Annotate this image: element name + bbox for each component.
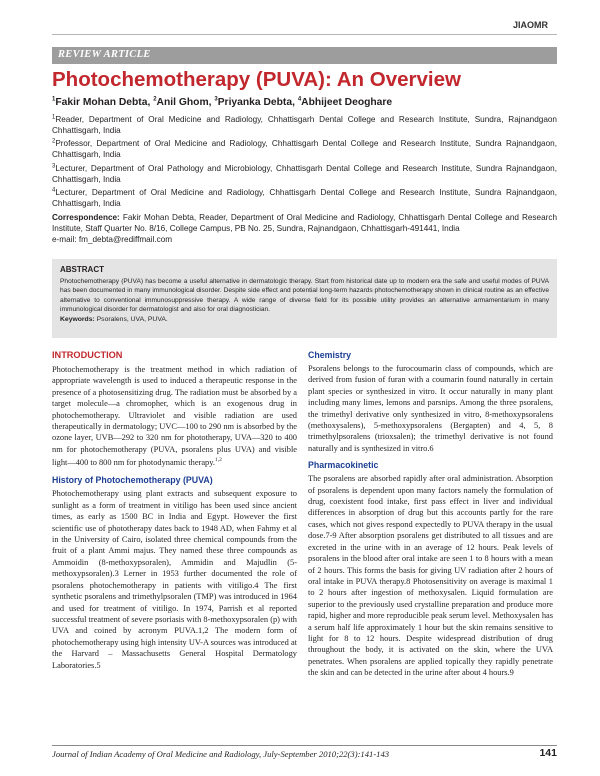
- section-label: REVIEW ARTICLE: [58, 49, 151, 60]
- chemistry-heading: Chemistry: [308, 350, 352, 360]
- article-title: Photochemotherapy (PUVA): An Overview: [52, 68, 461, 91]
- header-divider: [52, 34, 557, 35]
- pharmacokinetic-text: The psoralens are absorbed rapidly after oral administration. Absorption of psoralens is dependent upon many factors namely the formulation of drug, coexistent food intake, first pass effect in liver and individual differences in absorption of drug but this accounts partly for the rare cases, which not gives respond expectedly to PUVA therapy in the usual dose.7-9 After absorption psoralens get distributed to all tissues and are excreted in the urine with in an average of 12 hours. Peak levels of psoralens in the blood after oral intake are seen 1 to 8 hours with a mean of 2 hours. This forms the basis for giving UV radiation after 2 hours of oral intake in PUVA therapy.8 Photosensitivity on average is maximal 1 to 2 hours after ingestion of methoxysalen. Liquid formulation are superior to the previously used crystalline preparation and produce more rapid, higher and more reproducible peak serum level. Methoxysalen has a serum half life approximately 1 hour but the skin remains sensitive to light for 8 to 12 hours. Despite widespread distribution of drug throughout the body, it is activated on the skin, where the UVA penetrates. When psoralens are applied topically they rapidly penetrate the skin and can be detected in the urine after about 4 hours.9: [308, 474, 553, 678]
- right-column: [308, 350, 553, 679]
- journal-tag: JIAOMR: [512, 20, 548, 30]
- history-text: Photochemotherapy using plant extracts and subsequent exposure to sunlight as a form of treatment in vitiligo has been used since ancient times, as early as 1500 BC in India and Egypt. However the first scientific use of phototherapy dates back to 1948 AD, when Fahmy et al in the University of Cairo, isolated three chemical compounds from the fruit of a plant Ammi majus. They named these three compounds as Ammoidin (8-methoxypsoralen), Ammidin and Majudlin (5-methoxypsoralen).3 Lerner in 1953 further documented the role of psoralens photochemotherapy in patients with vitiligo.4 The first synthetic psoralens and trimethylpsoralen (TMP) was introduced in 1964 and used for treatment of vitiligo. In 1974, Parrish et al reported successful treatment of severe psoriasis with 8-methoxypsoralen (p) with UVA and coined by acronym PUVA.1,2 The modern form of photochemotherapy using high intensity UV-A sources was introduced at the Harvard – Massachusetts General Hospital Dermatology Laboratories.5: [52, 489, 297, 670]
- correspondence: Correspondence: Fakir Mohan Debta, Reader, Department of Oral Medicine and Radiology, Chhattisgarh Dental College and Research Institute, Staff Quarter No. 8/16, College Campus, PB No. 25, Sundra, Rajnandgaon, Chhattisgarh-491441, India e-mail: fm_debta@rediffmail.com: [52, 213, 557, 244]
- author-name: Abhijeet Deoghare: [301, 97, 393, 108]
- section-label-bar: [52, 47, 557, 64]
- page-number: 141: [539, 747, 557, 759]
- affiliation-4: $^4$Lecturer, Department of Oral Medicine and Radiology, Chhattisgarh Dental College and Research Institute, Sundra Rajnandgaon, Chhattisgarh, India: [52, 187, 557, 208]
- left-column: [52, 350, 297, 671]
- email-link[interactable]: e-mail: fm_debta@rediffmail.com: [52, 235, 173, 244]
- pharmacokinetic-heading: Pharmacokinetic: [308, 460, 379, 471]
- history-heading: History of Photochemotherapy (PUVA): [52, 475, 213, 486]
- abstract-heading: ABSTRACT: [60, 265, 104, 274]
- chemistry-text: Psoralens belongs to the furocoumarin class of compounds, which are derived from fusion of furan with a coumarin found naturally in certain plant species or synthesized in vitro. It occur naturally in many plant including many limes, lemons and parsnips. Among the three psoralens, the trimethyl derivative only synthesized in vitro, 8-methoxypsoralens (methoxysalens), 5-methoxypsoralens (Bergapten) and 4, 5, 8 trimethylpsoralens (trioxsalen); the trimethyl derivative is not found naturally and is synthesized in vitro.6: [308, 364, 553, 453]
- keywords: Keywords: Psoralens, UVA, PUVA.: [60, 316, 168, 324]
- affiliation-2: $^2$Professor, Department of Oral Medicine and Radiology, Chhattisgarh Dental College and Research Institute, Sundra Rajnandgaon, Chhattisgarh, India: [52, 138, 557, 159]
- abstract-box: [52, 259, 557, 338]
- affiliation-1: $^1$Reader, Department of Oral Medicine and Radiology, Chhattisgarh Dental College and Research Institute, Sundra, Rajnandgaon Chhattisgarh, India: [52, 114, 557, 135]
- abstract-text: Photochemotherapy (PUVA) has become a useful alternative in dermatologic therapy. Start from historical date up to modern era the safe and useful modes of PUVA has been documented in many immunological disorder. Despite side effect and potential long-term hazards photochemotherapy shown in clinical routine as an effective alternative to conventional immunosuppressive therapy. A wide range of diverse field for its possible utility provides an alternative armamentarium in many immunological disorder for dermatologist and also for oral diagnostician.: [60, 278, 549, 313]
- author-name: Fakir Mohan Debta: [55, 97, 148, 108]
- footer-divider: [52, 745, 557, 746]
- introduction-heading: INTRODUCTION: [52, 350, 123, 360]
- affiliation-3: $^3$Lecturer, Department of Oral Pathology and Microbiology, Chhattisgarh Dental College and Research Institute, Sundra Rajnandgaon, Chhattisgarh, India: [52, 163, 557, 184]
- journal-citation: Journal of Indian Academy of Oral Medicine and Radiology, July-September 2010;22(3):141-143: [52, 749, 390, 759]
- author-list: $^1$Fakir Mohan Debta, $^2$Anil Ghom, $^3$Priyanka Debta, $^4$Abhijeet Deoghare: [52, 96, 393, 108]
- author-name: Priyanka Debta: [217, 97, 293, 108]
- author-name: Anil Ghom: [156, 97, 209, 108]
- introduction-text: Photochemotherapy is the treatment method in which radiation of appropriate wavelength is used to induced a therapeutic response in the presence of a photosensitizing drug. The radiation must be absorbed by a target molecule—a chromopher, which is an exogenous drug in photochemotherapy. Ultraviolet and visible radiation are used therapeutically in dermatology; UVC—100 to 290 nm is absorbed by the ozone layer, UVB—292 to 320 nm for phototherapy, UVA—320 to 400 nm for photochemotherapy (PUVA, psoralens plus UVA) and visible light—400 to 800 nm for photodynamic therapy.$^{1,2}$: [52, 365, 297, 468]
